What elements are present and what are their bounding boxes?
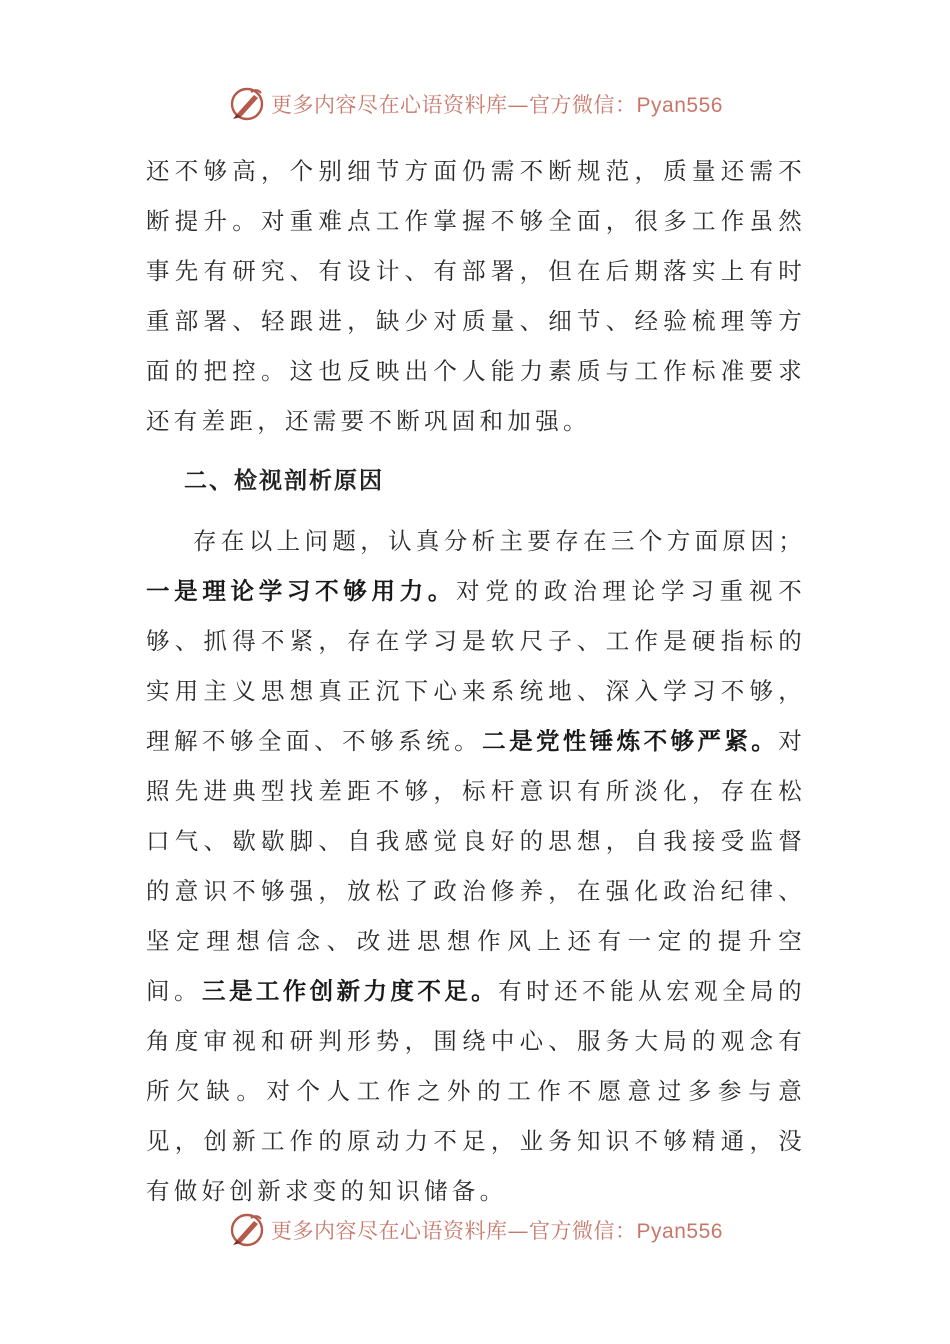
watermark-text: 更多内容尽在心语资料库—官方微信：Pyan556 — [271, 93, 723, 117]
reason-1-text: 对党的政治理论学习重视不够、抓得不紧，存在学习是软尺子、工作是硬指标的实用主义思想真正沉下心来系统地、深入学习不够，理解不够全面、不够系统。 — [146, 577, 806, 755]
reason-2-text: 对照先进典型找差距不够，标杆意识有所淡化，存在松口气、歇歇脚、自我感觉良好的思想，自我接受监督的意识不够强，放松了政治修养，在强化政治纪律、坚定理想信念、改进思想作风上还有一定的提升空间。 — [146, 727, 807, 1005]
reason-2-title: 二是党性锤炼不够严紧。 — [482, 727, 779, 755]
pen-circle-logo-icon — [227, 84, 267, 124]
header-watermark — [0, 82, 950, 126]
reason-3-title: 三是工作创新力度不足。 — [202, 977, 499, 1005]
paragraph-reasons — [146, 516, 806, 1216]
document-body — [146, 146, 806, 1216]
reason-1-title: 一是理论学习不够用力。 — [146, 577, 457, 605]
paragraph-continuation: 还不够高，个别细节方面仍需不断规范，质量还需不断提升。对重难点工作掌握不够全面，很多工作虽然事先有研究、有设计、有部署，但在后期落实上有时重部署、轻跟进，缺少对质量、细节、经验梳理等方面的把控。这也反映出个人能力素质与工作标准要求还有差距，还需要不断巩固和加强。 — [146, 157, 806, 435]
reasons-intro: 存在以上问题，认真分析主要存在三个方面原因； — [193, 527, 806, 555]
footer-watermark — [0, 1208, 950, 1252]
section-heading: 二、检视剖析原因 — [184, 468, 384, 494]
pen-circle-logo-icon — [227, 1210, 267, 1250]
wechat-id: Pyan556 — [636, 94, 723, 117]
watermark-text: 更多内容尽在心语资料库—官方微信：Pyan556 — [271, 1219, 723, 1243]
wechat-id: Pyan556 — [636, 1220, 723, 1243]
reason-3-text: 有时还不能从宏观全局的角度审视和研判形势，围绕中心、服务大局的观念有所欠缺。对个人工作之外的工作不愿意过多参与意见，创新工作的原动力不足，业务知识不够精通，没有做好创新求变的知识储备。 — [146, 977, 806, 1205]
